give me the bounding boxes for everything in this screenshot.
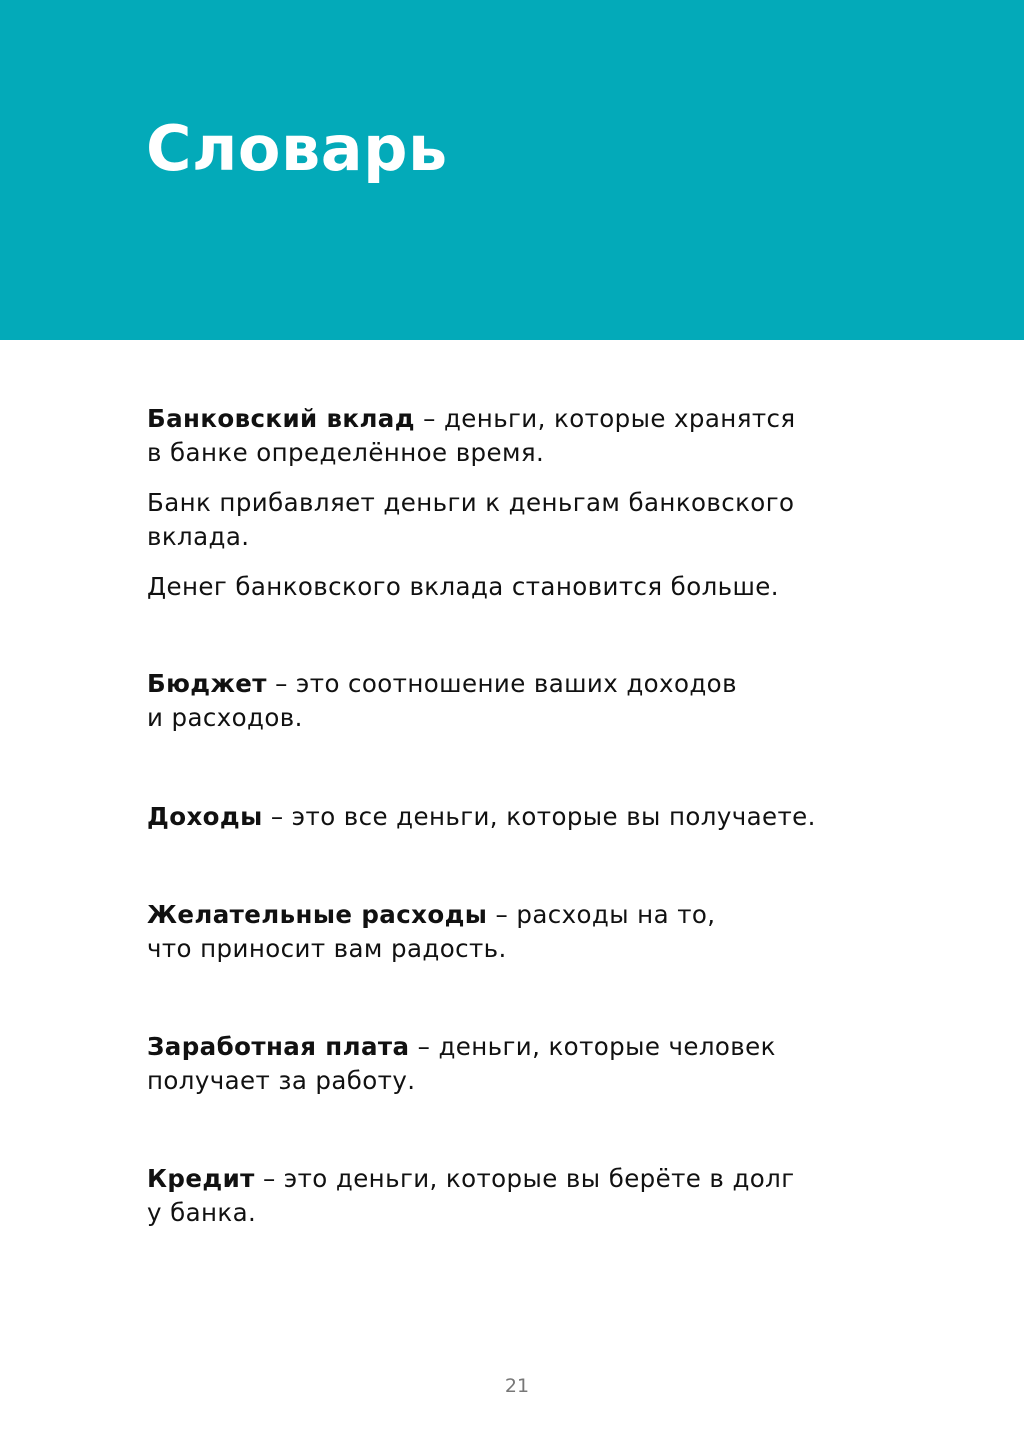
definition: в банке определённое время.	[147, 438, 545, 467]
definition: – это все деньги, которые вы получаете.	[270, 802, 816, 831]
glossary-entry-credit	[147, 1162, 907, 1230]
definition: у банка.	[147, 1198, 257, 1227]
glossary-entry-salary	[147, 1030, 907, 1098]
page-number: 21	[504, 1375, 530, 1397]
definition: что приносит вам радость.	[147, 934, 507, 963]
term: Заработная плата	[147, 1032, 410, 1061]
page-title: Словарь	[146, 112, 448, 185]
term: Желательные расходы	[147, 900, 488, 929]
definition: – это деньги, которые вы берёте в долг	[262, 1164, 795, 1193]
term: Кредит	[147, 1164, 255, 1193]
definition: – расходы на то,	[495, 900, 716, 929]
term: Доходы	[147, 802, 263, 831]
glossary-entry-desired-expenses	[147, 898, 907, 966]
glossary-entry-budget	[147, 667, 907, 735]
definition: – деньги, которые хранятся	[423, 404, 796, 433]
definition: – деньги, которые человек	[417, 1032, 776, 1061]
term: Банковский вклад	[147, 404, 415, 433]
header-banner	[0, 0, 1024, 340]
definition: Банк прибавляет деньги к деньгам банковского	[147, 488, 795, 517]
term: Бюджет	[147, 669, 267, 698]
definition: Денег банковского вклада становится больше.	[147, 572, 779, 601]
glossary-entry-bank-deposit	[147, 402, 907, 620]
glossary-entry-income	[147, 800, 907, 834]
definition: получает за работу.	[147, 1066, 416, 1095]
definition: и расходов.	[147, 703, 303, 732]
definition: вклада.	[147, 522, 250, 551]
definition: – это соотношение ваших доходов	[275, 669, 737, 698]
